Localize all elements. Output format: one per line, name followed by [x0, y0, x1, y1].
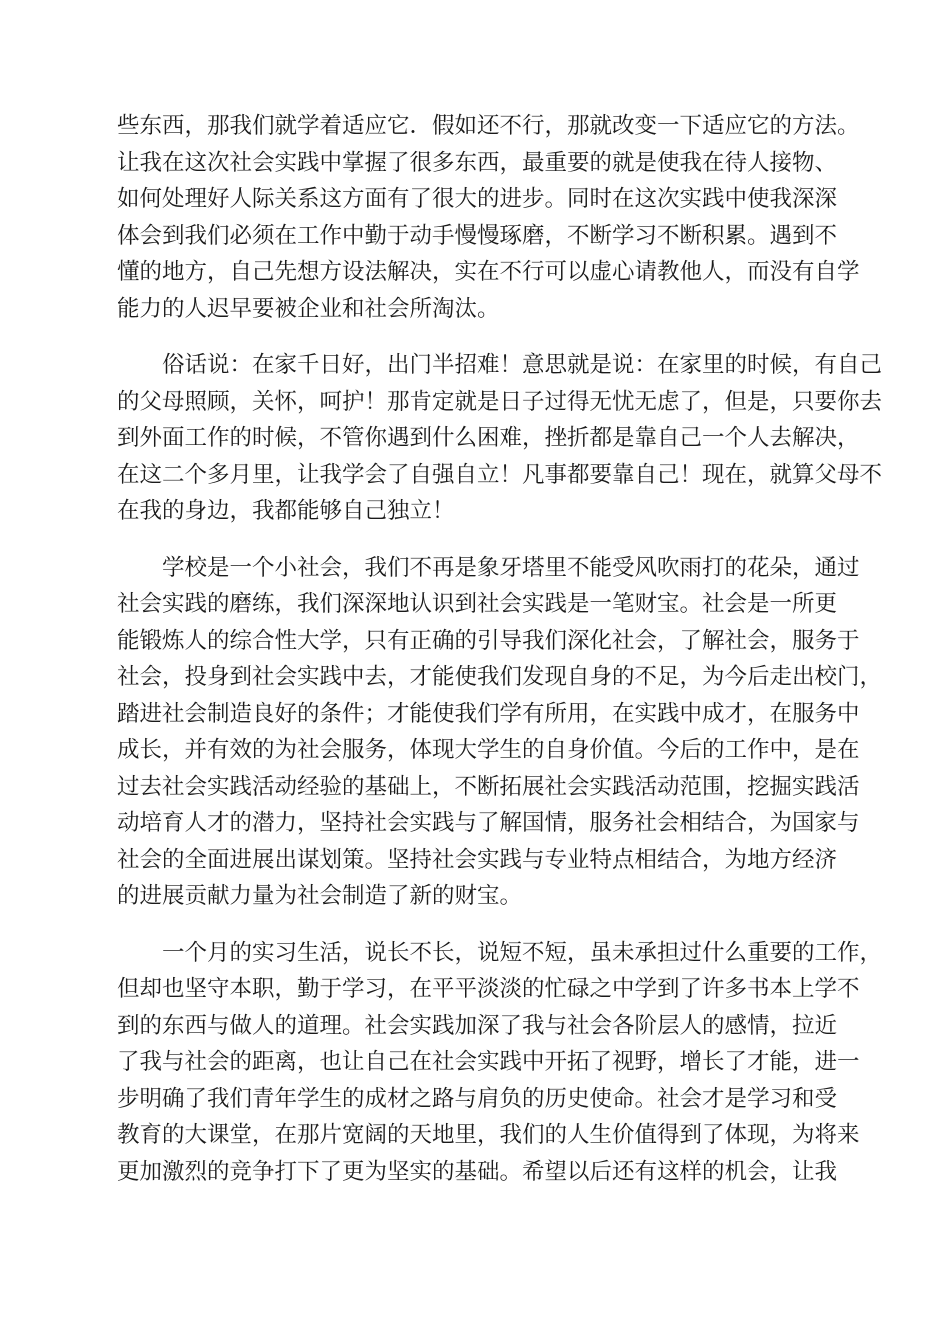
- text-line: 更加激烈的竞争打下了更为坚实的基础。希望以后还有这样的机会，让我: [117, 1158, 838, 1185]
- text-line: 学校是一个小社会，我们不再是象牙塔里不能受风吹雨打的花朵，通过: [162, 554, 860, 581]
- text-line: 步明确了我们青年学生的成材之路与肩负的历史使命。社会才是学习和受: [117, 1085, 838, 1112]
- text-line: 能力的人迟早要被企业和社会所淘汰。: [117, 295, 500, 322]
- text-line: 在这二个多月里，让我学会了自强自立！凡事都要靠自己！现在，就算父母不: [117, 461, 883, 488]
- text-line: 懂的地方，自己先想方设法解决，实在不行可以虚心请教他人，而没有自学: [117, 259, 860, 285]
- text-line: 社会，投身到社会实践中去，才能使我们发现自身的不足，为今后走出校门，: [117, 664, 883, 690]
- text-line: 了我与社会的距离，也让自己在社会实践中开拓了视野，增长了才能，进一: [117, 1049, 860, 1075]
- document-body: [117, 108, 883, 1210]
- text-line: 让我在这次社会实践中掌握了很多东西，最重要的就是使我在待人接物、: [117, 149, 838, 176]
- text-line: 能锻炼人的综合性大学，只有正确的引导我们深化社会，了解社会，服务于: [117, 627, 860, 654]
- text-line: 成长，并有效的为社会服务，体现大学生的自身价值。今后的工作中，是在: [117, 737, 860, 763]
- text-line: 的进展贡献力量为社会制造了新的财宝。: [117, 883, 523, 909]
- paragraph-1: [117, 108, 860, 327]
- text-line: 但却也坚守本职，勤于学习，在平平淡淡的忙碌之中学到了许多书本上学不: [117, 976, 860, 1002]
- text-line: 社会实践的磨练，我们深深地认识到社会实践是一笔财宝。社会是一所更: [117, 591, 838, 617]
- paragraph-2: [117, 347, 883, 530]
- text-line: 俗话说：在家千日好，出门半招难！意思就是说：在家里的时候，有自己: [162, 352, 883, 378]
- text-line: 到的东西与做人的道理。社会实践加深了我与社会各阶层人的感情，拉近: [117, 1012, 838, 1039]
- text-line: 的父母照顾，关怀，呵护！那肯定就是日子过得无忧无虑了，但是，只要你去: [117, 388, 883, 415]
- text-line: 体会到我们必须在工作中勤于动手慢慢琢磨，不断学习不断积累。遇到不: [117, 222, 838, 249]
- text-line: 一个月的实习生活，说长不长，说短不短，虽未承担过什么重要的工作，: [162, 939, 883, 966]
- text-line: 在我的身边，我都能够自己独立！: [117, 498, 455, 524]
- text-line: 踏进社会制造良好的条件；才能使我们学有所用，在实践中成才，在服务中: [117, 700, 860, 727]
- paragraph-3: [117, 550, 883, 915]
- text-line: 到外面工作的时候，不管你遇到什么困难，挫折都是靠自己一个人去解决，: [117, 425, 860, 451]
- text-line: 如何处理好人际关系这方面有了很大的进步。同时在这次实践中使我深深: [117, 186, 838, 212]
- text-line: 过去社会实践活动经验的基础上，不断拓展社会实践活动范围，挖掘实践活: [117, 773, 860, 800]
- text-line: 社会的全面进展出谋划策。坚持社会实践与专业特点相结合，为地方经济: [117, 846, 838, 873]
- paragraph-4: [117, 935, 883, 1191]
- text-line: 动培育人才的潜力，坚持社会实践与了解国情，服务社会相结合，为国家与: [117, 810, 860, 836]
- text-line: 些东西，那我们就学着适应它．假如还不行，那就改变一下适应它的方法。: [117, 113, 860, 139]
- text-line: 教育的大课堂，在那片宽阔的天地里，我们的人生价值得到了体现，为将来: [117, 1122, 860, 1148]
